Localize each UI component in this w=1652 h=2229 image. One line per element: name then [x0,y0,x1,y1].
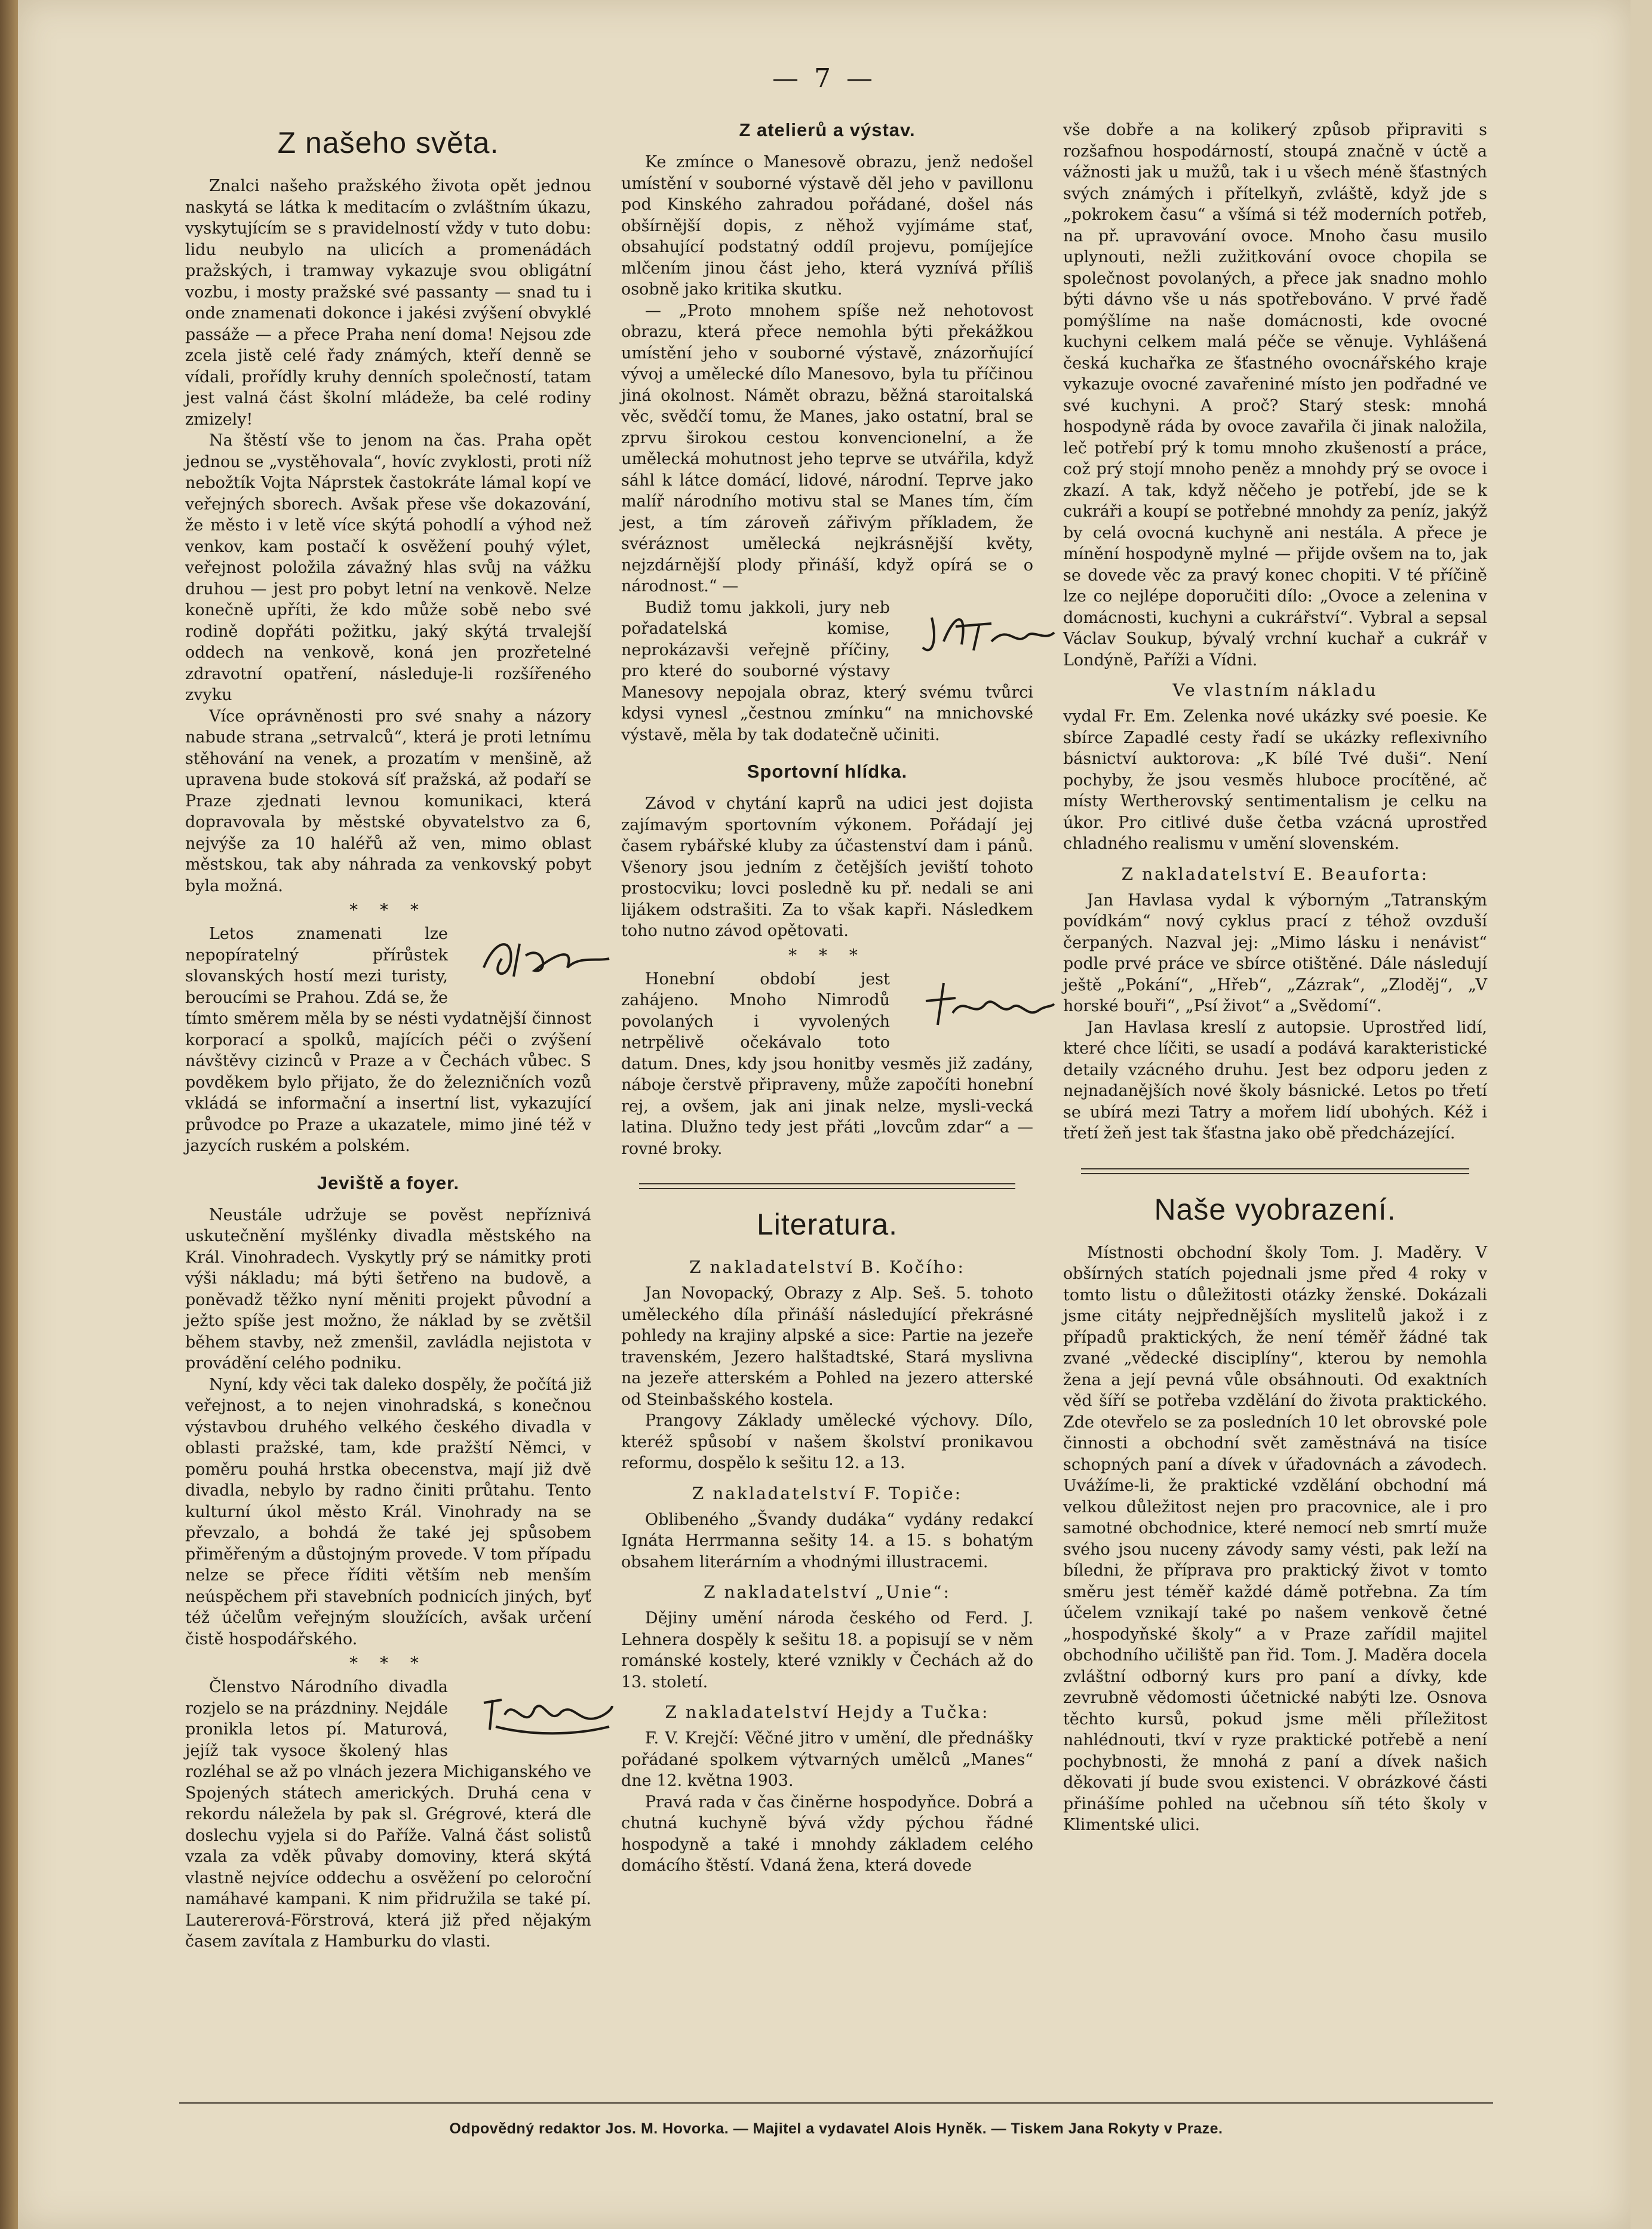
paragraph: Jan Havlasa kreslí z autopsie. Uprostřed lidí, které chce líčiti, se usadí a podává karakteristické detaily vzácného druhu. Jest bez odporu jeden z nejnadanějších nové školy básnické. Letos po třetí se ubírá mezi Tatry a mořem lidí ubohých. Kéž i třetí žeň jest tak šťastna jako obě předcházející. [1063,1018,1487,1143]
paragraph: Oblibeného „Švandy dudáka“ vydány redakcí Ignáta Herrmanna sešity 14. a 15. s bohatým obsahem literárním a vhodnými illustracemi. [621,1510,1033,1571]
handwritten-signature-4 [896,971,1033,1031]
paragraph: Na štěstí vše to jenom na čas. Praha opět jednou se „vystěhovala“, hovíc zvyklosti, proti níž nebožtík Vojta Náprstek častokráte lámal kopí ve veřejných sborech. Avšak přese vše dokazování, že město i v letě více skýtá pohodlí a výhod než venkov, kam postačí k osvěžení pouhý výlet, veřejnost položila závažný hlas svůj na vážku druhou — jest pro pobyt letní na venkově. Nelze konečně upříti, že kdo může sobě nebo své rodině dopřáti požitku, jaký skýtá trvalejší oddech na venkově, koná jen prozřetelné zdravotní opatření, následuje-li rozšířeného zvyku [185,431,591,704]
page-number: — 7 — [772,63,876,94]
handwritten-signature-1 [454,926,591,985]
paragraph: Jan Havlasa vydal k výborným „Tatranským povídkám“ nový cyklus prací z téhož ovzduší čerpaných. Nazval jej: „Mimo lásku i nenávist“ podle prvé práce ve sbírce otištěné. Dále následují ještě „Pokání“, „Hřeb“, „Zázrak“, „Zloděj“, „V horské bouři“, „Psí život“ a „Svědomí“. [1063,891,1487,1015]
section-rule [1081,1168,1469,1169]
paragraph: Honební období jest zahájeno. Mnoho Nimrodů povolaných i vyvolených netrpělivě očekávalo toto datum. Dnes, kdy jsou honitby vesměs již zadány, náboje čerstvě připraveny, může započíti honební rej, a ovšem, jak ani jinak nelze, mysli-vecká latina. Dlužno tedy jest přáti „lovcům zdar“ a — rovné broky. [621,969,1033,1160]
section-title-jeviste: Jeviště a foyer. [317,1172,460,1193]
section-rule [1081,1173,1469,1174]
paragraph: vše dobře a na kolikerý způsob připraviti s rozšafnou hospodárností, stoupá značně v úctě a vážnosti jak u mužů, tak i u všech méně šťastných svých známých i přítelkyň, zvláště, když jde s „pokrokem času“ a všímá si též moderních potřeb, na př. upravování ovoce. Mnoho času musilo uplynouti, nežli zužitkování ovoce chopila se společnost povolaných, a přece jak snadno mohlo býti dávno vše u nás spotřebováno. V prvé řadě pomýšlíme na naše domácnosti, kde ovocné kuchyni celkem malá péče se věnuje. Vyhlášená česká kuchařka ze šťastného ovocnářského kraje vykazuje ovocné zavařeniné místo jen podřadné ve své kuchyni. A proč? Starý stesk: mnohá hospodyně ráda by ovoce zavařila či jinak naložila, leč potřebí prý k tomu mnoho zkušeností a práce, což prý stojí mnoho peněz a mnohdy prý se ovoce i zkazí. A tak, když něčeho je potřebí, jde se k cukráři a koupí se potřebné mnohdy za peníz, jakýž by celá ovocná kuchyně ani nestála. A přece je mínění hospodyně mylné — přijde ovšem na to, jak se dovede věc za pravý konec chopiti. V té příčině lze co nejlépe doporučiti dílo: „Ovoce a zelenina v domácnosti, kuchyni a cukrářství“. Vybral a sepsal Václav Soukup, bývalý vrchní kuchař a cukrář v Londýně, Paříži a Vídni. [1063,121,1487,670]
column-2 [621,119,1033,1877]
publisher-heading: Z nakladatelství F. Topiče: [692,1483,963,1503]
section-rule [639,1188,1015,1189]
column-3 [1063,119,1487,1836]
publisher-heading: Ve vlastním nákladu [1172,680,1378,700]
paragraph: Místnosti obchodní školy Tom. J. Maděry. V obšírných statích pojednali jsme před 4 roky v tomto listu o důležitosti otázky ženské. Dokázali jsme citáty nejpřednějších myslitelů jakož i z případů praktických, že není téměř žádné tak zvané „vědecké disciplíny“, kterou by nemohla žena a její pevná vůle obsáhnouti. Od exaktních věd šíří se potřeba vzdělání do života praktického. Zde otevřelo se za posledních 10 let obrovské pole činnosti a obchodní svět zaměstnává na tisíce schopných paní a dívek v úřadovnách a závodech. Uvážíme-li, že praktické vzdělání obchodní má velkou důležitost nejen pro pracovnice, ale i pro samotné obchodnice, které nemocí neb smrtí muže svého jsou nuceny závody samy vésti, pak leží na bíledni, že příprava pro praktický život v tomto směru jest téměř každé dámě potřebna. Za tím účelem vznikají také po našem venkově četné „hospodyňské školy“ a v Praze zařídil majitel obchodního učiliště pan řid. Tom. J. Maděra docela zvláštní odborný kurs pro paní a dívky, kde zevrubně vědomosti účetnické nabýti lze. Osnova těchto kursů, pokud jsme měli příležitost nahlédnouti, tkví v ryze praktické potřebě a není pochybnosti, že mnohá z paní a dívek našich děkovati jí bude svou existenci. V obrázkové části přinášíme pohled na učebnou síň této školy v Klimentské ulici. [1063,1243,1487,1834]
paragraph: F. V. Krejčí: Věčné jitro v umění, dle přednášky pořádané spolkem výtvarných umělců „Manes“ dne 12. května 1903. [621,1729,1033,1790]
page-binding-edge [0,0,18,2229]
paragraph: Nyní, kdy věci tak daleko dospěly, že počítá již veřejnost, a to nejen vinohradská, s konečnou výstavbou druhého velkého českého divadla v oblasti pražské, tam, kde pražští Němci, v poměru pouhá hrstka obecenstva, mají již dvě divadla, nebylo by radno činiti průtahu. Tento kulturní úkol město Král. Vinohrady na se převzalo, a bohdá že také jej spůsobem přiměřeným a důstojným provede. V tom případu nelze se přece říditi větším neb menším neúspěchem při stavebních podnicích jiných, byť též účelům veřejným sloužících, avšak určení čistě hospodářského. [185,1375,591,1648]
paragraph: — „Proto mnohem spíše než nehotovost obrazu, která přece nemohla býti překážkou umístění jeho v souborné výstavě, znázorňující vývoj a umělecké dílo Manesovo, byla tu příčinou jiná okolnost. Námět obrazu, běžná staroitalská věc, svědčí tomu, že Manes, jako ostatní, bral se zprvu širokou cestou konvencionelní, a že umělecká mohutnost jeho teprve se utvářila, když sáhl k látce domácí, lidové, národní. Teprve jako malíř národního motivu stal se Manes tím, čím jest, a tím zároveň zářivým příkladem, že svéráznost umělecká nejkrásnější květy, nejzdárnější plody přináší, když opírá se o národnost.“ — [621,301,1033,595]
paragraph: vydal Fr. Em. Zelenka nové ukázky své poesie. Ke sbírce Zapadlé cesty řadí se ukázky reflexivního básnictví auktorova: „K bílé Tvé duši“. Není pochyby, že jsou vesměs hluboce procítěné, ač místy Wertherovský sentimentalism je celku na úkor. Pro citlivé duše četba vzácná uprostřed chladného realismu v umění slovenském. [1063,707,1487,853]
section-title-z-naseho-sveta: Z našeho světa. [277,126,499,159]
paragraph: Dějiny umění národa českého od Ferd. J. Lehnera dospěly k sešitu 18. a popisují se v něm románské kostely, které vznikly v Čechách až do 13. století. [621,1609,1033,1691]
handwritten-signature-3 [896,600,1033,659]
handwritten-signature-2 [454,1679,591,1739]
section-title-sportovni-hlidka: Sportovní hlídka. [747,761,908,782]
paragraph: Neustále udržuje se pověst nepříznivá uskutečnění myšlénky divadla městského na Král. Vinohradech. Vyskytly prý se námitky proti výši nákladu; má býti šetřeno na budově, a poněvadž těžko nyní měniti projekt původní a ježto spíše jest možno, že náklad by se zvětšil během stavby, než zmenšil, zavládla nejistota v provádění celého podniku. [185,1205,591,1373]
paragraph: Více oprávněnosti pro své snahy a názory nabude strana „setrvalců“, která je proti letnímu stěhování na venek, a prozatím v menšině, až upravena bude stoková síť pražská, až podaří se Praze zjednati levnou komunikaci, která dopravovala by městské obyvatelstvo za 6, nejvýše za 10 haléřů až ven, mimo oblast městskou, tak aby náhrada za venkovský pobyt byla možná. [185,707,591,895]
publisher-heading: Z nakladatelství Hejdy a Tučka: [665,1702,990,1722]
paragraph: Závod v chytání kaprů na udici jest dojista zajímavým sportovním výkonem. Pořádají jej časem rybářské kluby za účastenství dam i pánů. Všenory jsou jedním z četějších jeviští tohoto prostocviku; lovci posledně ku př. nedali se ani lijákem odstrašiti. Za to však kapři. Následkem toho nutno závod opětovati. [621,794,1033,940]
footer-rule [179,2102,1493,2104]
section-divider-stars: * * * [349,1653,427,1673]
column-1 [185,119,591,1952]
section-title-z-atelieru: Z atelierů a výstav. [739,119,916,140]
section-rule [639,1183,1015,1184]
paragraph: Ke zmínce o Manesově obrazu, jenž nedošel umístění v souborné výstavě děl jeho v pavillonu pod Kinského zahradou pořádané, došel nás obšírnější dopis, z něhož vyjímáme stať, obsahující podstatný oddíl projevu, pomíjejíce mlčením jinou část jeho, která vyznívá příliš osobně jako kritika skutku. [621,153,1033,299]
paragraph: Pravá rada v čas činěrne hospodyňce. Dobrá a chutná kuchyně bývá vždy pýchou řádné hospodyně a také i mnohdy základem celého domácího štěstí. Vdaná žena, která dovede [621,1792,1033,1875]
section-title-nase-vyobrazeni: Naše vyobrazení. [1154,1192,1396,1226]
paragraph: Znalci našeho pražského života opět jednou naskytá se látka k meditacím o zvláštním úkazu, vyskytujícím se s pravidelností vždy v tuto dobu: lidu neubylo na ulicích a promenádách pražských, i tramway vykazuje svou obligátní vozbu, i mosty pražské své passanty — snad tu i onde znamenati dokonce i jakési zvýšení obvyklé passáže — a přece Praha není doma! Nejsou zde zcela jistě celé řady známých, kteří denně se vídali, prořídly kruhy denních společností, tatam jest valná část školní mládeže, ba celé rodiny zmizely! [185,177,591,429]
paragraph: Jan Novopacký, Obrazy z Alp. Seš. 5. tohoto uměleckého díla přináší následující překrásné pohledy na krajiny alpské a sice: Partie na jezeře travenském, Jezero halštadtské, Stará myslivna na jezeře atterském a Pohled na jezero atterské od Steinbašského kostela. [621,1284,1033,1409]
section-title-literatura: Literatura. [756,1208,898,1241]
imprint-footer: Odpovědný redaktor Jos. M. Hovorka. — Majitel a vydavatel Alois Hyněk. — Tiskem Jana Rokyty v Praze. [449,2120,1223,2137]
paragraph: Prangovy Základy umělecké výchovy. Dílo, kteréž spůsobí v našem školství pronikavou reformu, dospělo k sešitu 12. a 13. [621,1411,1033,1472]
section-divider-stars: * * * [788,945,866,965]
paragraph: Letos znamenati lze nepopíratelný přírůstek slovanských hostí mezi turisty, beroucími se Prahou. Zdá se, že tímto směrem měla by se nésti vydatnější činnost korporací a spolků, majících péči o zvýšení návštěvy cizinců v Praze a v Čechách vůbec. S povděkem bylo přijato, že do železničních vozů vkládá se informační a insertní list, vykazující průvodce po Praze a ukazatele, mimo jiné též v jazycích ruském a polském. [185,923,591,1157]
publisher-heading: Z nakladatelství B. Kočího: [689,1257,965,1277]
paragraph: Členstvo Národního divadla rozjelo se na prázdniny. Nejdále pronikla letos pí. Maturová, jejíž tak vysoce školený hlas rozléhal se až po vlnách jezera Michiganského ve Spojených státech amerických. Druhá cena v rekordu náležela by pak sl. Grégrové, která dle doslechu vyjela si do Paříže. Valná část solistů vzala za vděk půvaby domoviny, která skýtá vlastně nejvíce oddechu a osvěžení po celoroční namáhavé kampani. K nim přidružila se také pí. Lautererová-Förstrová, která již před nějakým časem zavítala z Hamburku do vlasti. [185,1677,591,1952]
paragraph: Budiž tomu jakkoli, jury neb pořadatelská komise, neprokázavši veřejně příčiny, pro které do souborné výstavy Manesovy nepojala obraz, který svému tvůrci kdysi vynesl „čestnou zmínku“ na mnichovské výstavě, měla by tak dodatečně učiniti. [621,597,1033,746]
publisher-heading: Z nakladatelství E. Beauforta: [1121,864,1429,884]
publisher-heading: Z nakladatelství „Unie“: [704,1582,951,1602]
section-divider-stars: * * * [349,900,427,920]
